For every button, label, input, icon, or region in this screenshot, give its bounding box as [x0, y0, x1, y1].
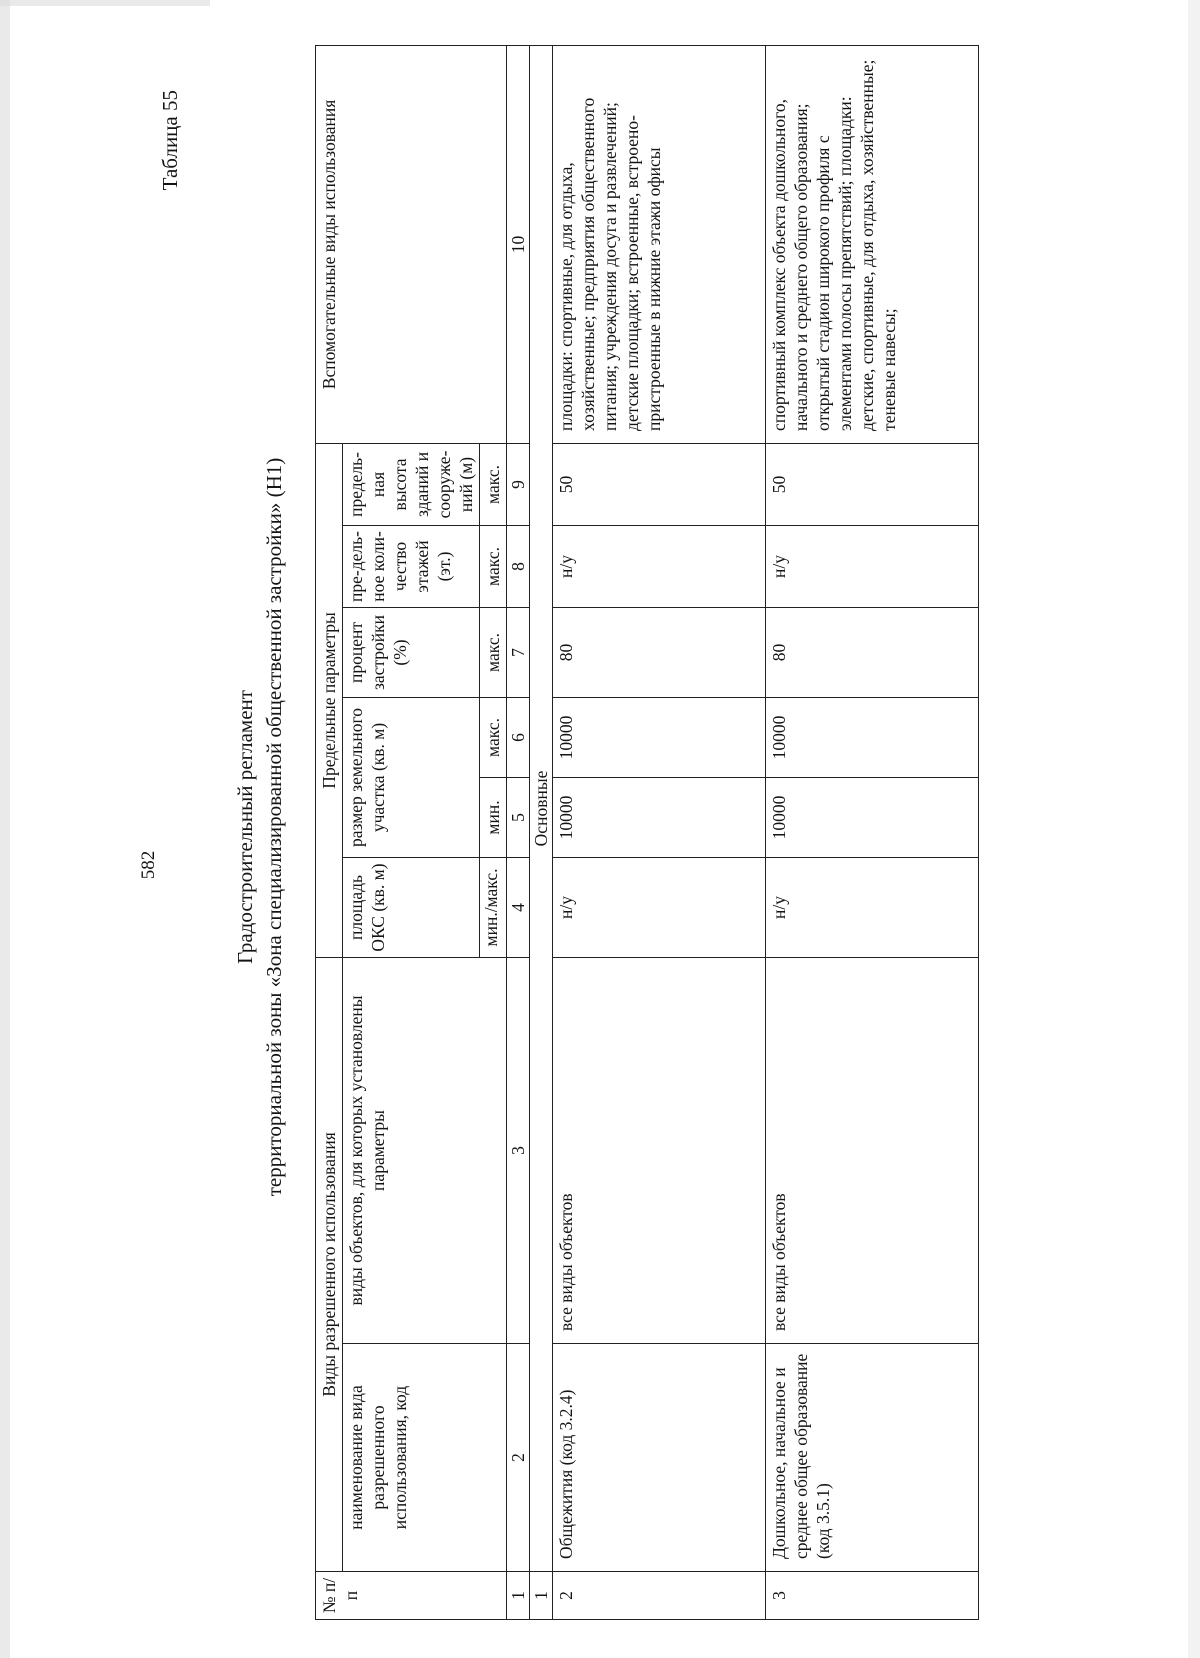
rotated-page	[0, 24, 1148, 1630]
header-build-percent: процент застройки (%)	[343, 607, 480, 697]
table-row	[766, 45, 979, 1619]
col-number: 4	[507, 857, 530, 957]
col-number: 8	[507, 525, 530, 607]
col-number: 6	[507, 697, 530, 777]
use-name: Общежития (код 3.2.4)	[553, 1344, 766, 1572]
header-sub-max-6: макс.	[480, 697, 507, 777]
header-sub-max-9: макс.	[480, 443, 507, 525]
scan-noise-top	[0, 0, 210, 6]
section-row	[530, 45, 553, 1619]
col-number: 9	[507, 443, 530, 525]
object-types: все виды объектов	[766, 957, 979, 1343]
aux-uses: спортивный комплекс объекта дошкольного, начального и среднего общего образования; открытый стадион широкого профиля с элементами полосы препятствий; площадки: детские, спортивные, для отдыха, хозяйственные; теневые навесы;	[766, 45, 979, 443]
plot-min: 10000	[553, 777, 766, 857]
col-number: 2	[507, 1344, 530, 1572]
plot-min: 10000	[766, 777, 979, 857]
col-number: 5	[507, 777, 530, 857]
col-number: 1	[507, 1572, 530, 1620]
plot-max: 10000	[766, 697, 979, 777]
oks-area: н/у	[766, 857, 979, 957]
section-number: 1	[530, 1572, 553, 1620]
header-group-params: Предельные параметры	[316, 443, 343, 957]
header-plot-size: размер земельного участка (кв. м)	[343, 697, 480, 857]
col-number: 3	[507, 957, 530, 1343]
table-label: Таблица 55	[158, 90, 182, 191]
header-oks-area: площадь ОКС (кв. м)	[343, 857, 480, 957]
regulation-table	[315, 45, 979, 1620]
height: 50	[553, 443, 766, 525]
header-aux-uses: Вспомогательные виды использования	[316, 45, 507, 443]
height: 50	[766, 443, 979, 525]
page-number: 582	[138, 850, 159, 880]
header-no: № п/п	[316, 1572, 507, 1620]
header-sub-max-8: макс.	[480, 525, 507, 607]
col-number: 10	[507, 45, 530, 443]
row-number: 3	[766, 1572, 979, 1620]
header-height: предель-ная высота зданий и сооруже-ний (м)	[343, 443, 480, 525]
col-number: 7	[507, 607, 530, 697]
object-types: все виды объектов	[553, 957, 766, 1343]
floors: н/у	[766, 525, 979, 607]
title-line-2: территориальной зоны «Зона специализированной общественной застройки» (Н1)	[262, 457, 286, 1197]
table-row	[553, 45, 766, 1619]
header-object-types: виды объектов, для которых установлены параметры	[343, 957, 507, 1343]
build-percent: 80	[766, 607, 979, 697]
header-sub-max-7: макс.	[480, 607, 507, 697]
title-line-1: Градостроительный регламент	[233, 690, 257, 964]
section-label: Основные	[530, 45, 553, 1571]
header-sub-minmax: мин./макс.	[480, 857, 507, 957]
aux-uses: площадки: спортивные, для отдыха, хозяйственные; предприятия общественного питания; учреждения досуга и развлечений; детские площадки; встроенные, встроено-пристроенные в нижние этажи офисы	[553, 45, 766, 443]
use-name: Дошкольное, начальное и среднее общее образование (код 3.5.1)	[766, 1344, 979, 1572]
header-floors: пре-дель-ное коли-чество этажей (эт.)	[343, 525, 480, 607]
oks-area: н/у	[553, 857, 766, 957]
header-group-uses: Виды разрешенного использования	[316, 957, 343, 1571]
floors: н/у	[553, 525, 766, 607]
header-sub-min: мин.	[480, 777, 507, 857]
plot-max: 10000	[553, 697, 766, 777]
row-number: 2	[553, 1572, 766, 1620]
build-percent: 80	[553, 607, 766, 697]
column-numbers-row	[507, 45, 530, 1619]
header-row-1	[316, 45, 343, 1619]
scan-noise-right	[1188, 0, 1200, 1658]
header-use-name: наименование вида разрешенного использования, код	[343, 1344, 507, 1572]
